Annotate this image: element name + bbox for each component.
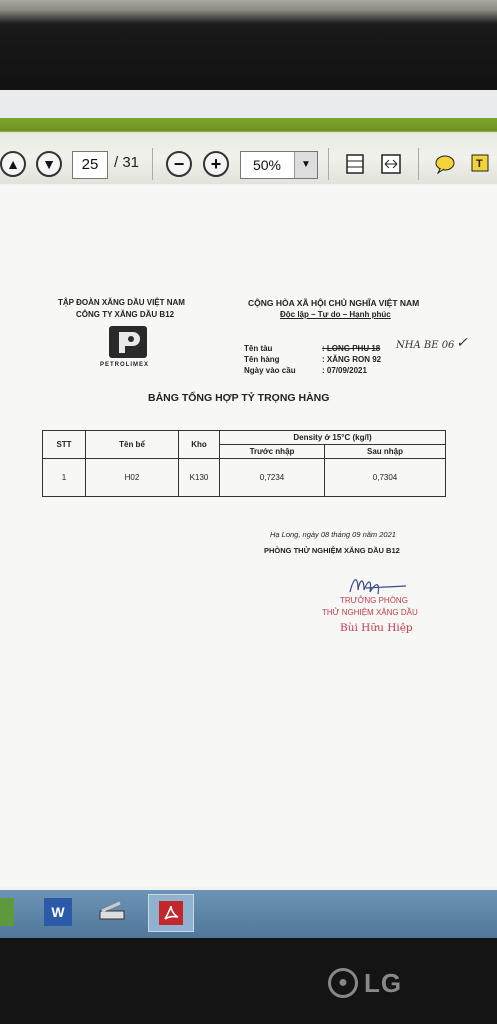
ship-label: Tên tàu — [244, 344, 273, 353]
document-page — [0, 186, 497, 886]
berth-date-value: : 07/09/2021 — [322, 366, 367, 375]
page-total: / 31 — [114, 154, 140, 171]
handwritten-mark-icon: ✓ — [456, 334, 468, 350]
page-number-input[interactable]: 25 — [72, 151, 108, 179]
acrobat-icon — [159, 901, 183, 925]
header-density: Density ở 15°C (kg/l) — [220, 431, 446, 445]
toolbar-divider — [418, 148, 419, 180]
header-warehouse: Kho — [179, 431, 220, 459]
scanner-icon[interactable] — [98, 898, 126, 926]
header-stt: STT — [43, 431, 86, 459]
toolbar-row — [0, 148, 497, 182]
table-row — [43, 459, 446, 497]
cell-after: 0,7304 — [325, 459, 446, 497]
svg-text:T: T — [476, 158, 483, 170]
department: PHÒNG THỬ NGHIỆM XĂNG DẦU B12 — [264, 546, 400, 555]
arrow-down-icon: ▼ — [42, 156, 56, 172]
fit-width-icon[interactable] — [378, 151, 404, 177]
cell-stt: 1 — [43, 459, 86, 497]
goods-value: : XĂNG RON 92 — [322, 355, 382, 364]
zoom-value: 50% — [252, 157, 282, 173]
cell-warehouse: K130 — [179, 459, 220, 497]
header-after: Sau nhập — [325, 445, 446, 459]
arrow-up-icon: ▲ — [6, 156, 20, 172]
plus-icon: + — [210, 153, 222, 174]
stamp-title: TRƯỞNG PHÒNG — [340, 596, 408, 605]
header-before: Trước nhập — [220, 445, 325, 459]
toolbar-divider — [328, 148, 329, 180]
berth-date-label: Ngày vào cầu — [244, 366, 296, 375]
next-page-button[interactable] — [36, 151, 62, 177]
density-table — [42, 430, 446, 497]
petrolimex-logo — [109, 326, 147, 358]
ship-value: : LONG PHU 18 — [322, 344, 381, 353]
window-top-strip — [0, 90, 497, 118]
logo-text: PETROLIMEX — [100, 362, 150, 368]
chevron-down-icon[interactable]: ▼ — [294, 152, 317, 178]
header-tank: Tên bể — [86, 431, 179, 459]
fit-page-icon[interactable] — [342, 151, 368, 177]
acrobat-taskbar-button[interactable] — [148, 894, 194, 932]
zoom-in-button[interactable] — [203, 151, 229, 177]
zoom-select[interactable] — [240, 151, 318, 179]
toolbar-divider — [152, 148, 153, 180]
monitor-bottom-bezel — [0, 938, 497, 1024]
place-date: Hạ Long, ngày 08 tháng 09 năm 2021 — [270, 530, 396, 539]
word-icon-label: W — [51, 904, 65, 920]
signer-name: Bùi Hữu Hiệp — [340, 622, 413, 634]
motto: Độc lập – Tự do – Hạnh phúc — [280, 310, 391, 319]
org-name: TẬP ĐOÀN XĂNG DẦU VIỆT NAM — [58, 298, 185, 307]
document-title: BẢNG TỔNG HỢP TỶ TRỌNG HÀNG — [148, 392, 330, 404]
monitor-top-bezel — [0, 0, 497, 92]
republic-name: CỘNG HÒA XÃ HỘI CHỦ NGHĨA VIỆT NAM — [248, 298, 420, 308]
zoom-out-button[interactable] — [166, 151, 192, 177]
handwritten-ship-name: NHA BE 06 — [396, 340, 455, 351]
company-name: CÔNG TY XĂNG DẦU B12 — [76, 310, 175, 319]
minus-icon: − — [173, 153, 185, 174]
goods-label: Tên hàng — [244, 355, 280, 364]
monitor-brand: LG — [364, 968, 403, 998]
screen — [0, 90, 497, 940]
comment-icon[interactable] — [432, 151, 458, 177]
cell-tank: H02 — [86, 459, 179, 497]
stamp-dept: THỬ NGHIỆM XĂNG DẦU — [322, 608, 418, 617]
lg-logo-icon: ● — [328, 968, 358, 998]
taskbar — [0, 890, 497, 940]
cell-before: 0,7234 — [220, 459, 325, 497]
excel-icon[interactable] — [0, 898, 14, 926]
previous-page-button[interactable] — [0, 151, 26, 177]
text-edit-icon[interactable] — [468, 151, 494, 177]
word-icon[interactable] — [44, 898, 72, 926]
